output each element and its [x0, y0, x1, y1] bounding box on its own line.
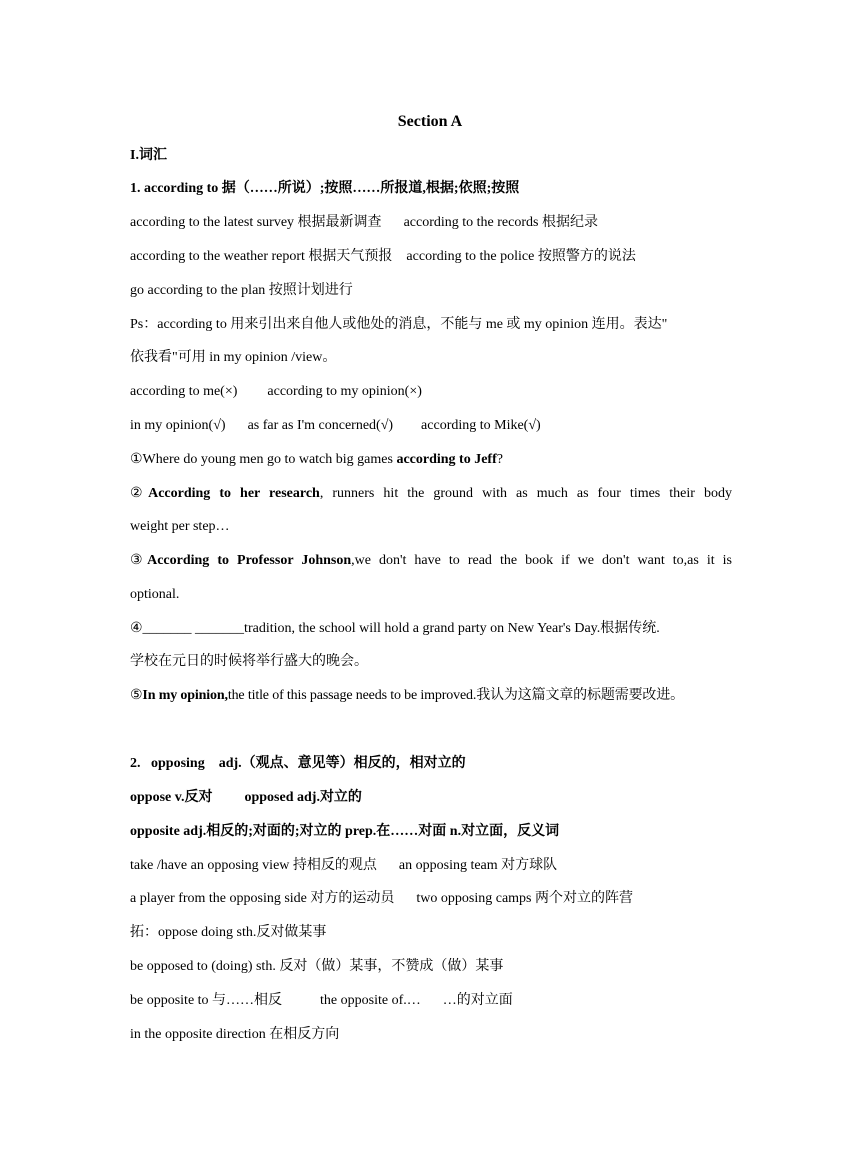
item1-example-row3: go according to the plan 按照计划进行 — [130, 283, 353, 298]
ps-note-line1: Ps：according to 用来引出来自他人或他处的消息，不能与 me 或 my opinion 连用。表达" — [130, 317, 668, 332]
example-text: two opposing camps 两个对立的阵营 — [416, 891, 634, 906]
item2-extension-1: 拓：oppose doing sth.反对做某事 — [130, 925, 327, 940]
wrong-usage: according to me(×) — [130, 384, 238, 399]
sentence-5 — [130, 686, 740, 706]
sentence-text: , runners hit the ground with as much as four times their body — [319, 486, 732, 501]
sentence-bold: according to Jeff — [396, 452, 497, 467]
example-text: according to the latest survey 根据最新调查 — [130, 215, 382, 230]
word-form: oppose v.反对 — [130, 790, 213, 805]
item1-example-row1 — [130, 213, 732, 233]
sentence-text: ①Where do young men go to watch big games — [130, 452, 397, 467]
sentence-bold: According to her research — [148, 486, 320, 501]
item2-extension-3 — [130, 991, 732, 1011]
example-text: according to the weather report 根据天气预报 — [130, 249, 393, 264]
sentence-2-line2: weight per step… — [130, 519, 230, 534]
example-text: according to the police 按照警方的说法 — [406, 249, 636, 264]
item2-word-forms-row — [130, 788, 732, 808]
example-text: a player from the opposing side 对方的运动员 — [130, 891, 395, 906]
sentence-text: the title of this passage needs to be improved.我认为这篇文章的标题需要改进。 — [227, 688, 684, 703]
item2-heading: 2. opposing adj.（观点、意见等）相反的，相对立的 — [130, 756, 466, 771]
ps-note-line2: 依我看"可用 in my opinion /view。 — [130, 350, 337, 365]
extension-text: the opposite of.… — [320, 993, 421, 1008]
sentence-3-line2: optional. — [130, 587, 180, 602]
right-usage: as far as I'm concerned(√) — [247, 418, 394, 433]
item2-example-row1 — [130, 856, 732, 876]
vocabulary-heading: I.词汇 — [130, 148, 167, 163]
word-form: opposed adj.对立的 — [244, 790, 362, 805]
sentence-1 — [130, 450, 732, 470]
example-text: take /have an opposing view 持相反的观点 — [130, 858, 377, 873]
item1-heading: 1. according to 据（……所说）;按照……所报道,根据;依照;按照 — [130, 181, 520, 196]
section-title: Section A — [397, 113, 463, 130]
extension-text: …的对立面 — [442, 993, 513, 1008]
wrong-usage: according to my opinion(×) — [267, 384, 422, 399]
sentence-2-line1 — [130, 484, 732, 504]
sentence-number: ② — [130, 486, 149, 501]
sentence-number: ⑤ — [130, 688, 143, 703]
sentence-4-line1: ④_______ _______tradition, the school will hold a grand party on New Year's Day.根据传统. — [130, 621, 660, 636]
sentence-bold: According to Professor Johnson — [147, 553, 352, 568]
item2-extension-4: in the opposite direction 在相反方向 — [130, 1027, 340, 1042]
item2-extension-2: be opposed to (doing) sth. 反对（做）某事，不赞成（做）某事 — [130, 959, 504, 974]
right-usage: in my opinion(√) — [130, 418, 226, 433]
item2-example-row2 — [130, 889, 732, 909]
sentence-3-line1 — [130, 551, 732, 571]
item1-example-row2 — [130, 247, 732, 267]
wrong-usage-row — [130, 382, 732, 402]
sentence-4-line2: 学校在元日的时候将举行盛大的晚会。 — [130, 654, 368, 669]
right-usage: according to Mike(√) — [421, 418, 541, 433]
example-text: according to the records 根据纪录 — [403, 215, 598, 230]
right-usage-row — [130, 416, 732, 436]
sentence-bold: In my opinion, — [142, 688, 228, 703]
sentence-text: ? — [496, 452, 503, 467]
extension-text: be opposite to 与……相反 — [130, 993, 283, 1008]
example-text: an opposing team 对方球队 — [398, 858, 558, 873]
item2-opposite-definition: opposite adj.相反的;对面的;对立的 prep.在……对面 n.对立面，反义词 — [130, 824, 560, 839]
sentence-text: ,we don't have to read the book if we don't want to,as it is — [351, 553, 732, 568]
sentence-number: ③ — [130, 553, 148, 568]
